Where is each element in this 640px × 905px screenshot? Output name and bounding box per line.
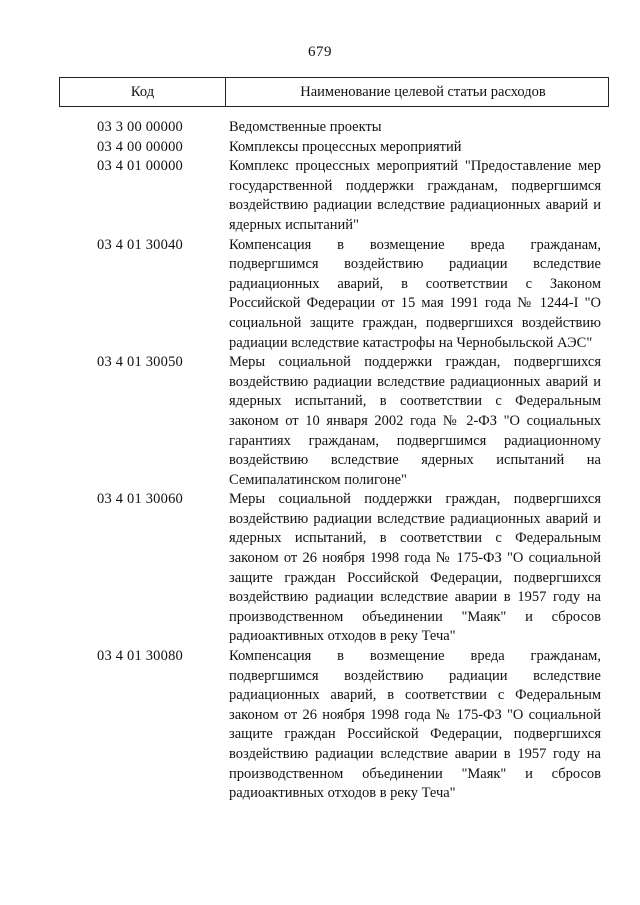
expense-items-list (97, 118, 603, 804)
row-name: Комплекс процессных мероприятий "Предоставление мер государственной поддержки гражданам, подвергшимся воздействию радиации вследствие радиационных аварий и ядерных испытаний" (229, 158, 601, 233)
table-row (97, 138, 603, 158)
row-code: 03 4 01 30050 (97, 354, 183, 371)
row-code: 03 4 01 30040 (97, 236, 183, 253)
row-name: Комплексы процессных мероприятий (229, 138, 462, 155)
column-header-code: Код (60, 78, 226, 106)
table-row (97, 118, 603, 138)
table-row (97, 236, 603, 354)
table-row (97, 647, 603, 804)
row-name: Компенсация в возмещение вреда гражданам, подвергшимся воздействию радиации вследствие радиационных аварий, в соответствии с Федеральным законом от 26 ноября 1998 года № 175-ФЗ "О социальной защите граждан Российской Федерации, подвергшихся воздействию радиации вследствие аварии в 1957 году на производственном объединении "Маяк" и сбросов радиоактивных отходов в реку Теча" (229, 648, 601, 802)
table-row (97, 490, 603, 647)
page-number: 679 (308, 44, 332, 60)
row-name: Меры социальной поддержки граждан, подвергшихся воздействию радиации вследствие радиационных аварий и ядерных испытаний, в соответствии с Федеральным законом от 10 января 2002 года № 2-ФЗ "О социальных гарантиях гражданам, подвергшимся радиационному воздействию вследствие ядерных испытаний на Семипалатинском полигоне" (229, 354, 601, 488)
row-code: 03 4 01 30060 (97, 491, 183, 508)
column-header-name: Наименование целевой статьи расходов (300, 83, 546, 100)
row-code: 03 4 01 30080 (97, 648, 183, 665)
table-row (97, 157, 603, 235)
row-name: Ведомственные проекты (229, 119, 382, 135)
table-row (97, 353, 603, 490)
row-name: Меры социальной поддержки граждан, подвергшихся воздействию радиации вследствие радиационных аварий и ядерных испытаний, в соответствии с Федеральным законом от 26 ноября 1998 года № 175-ФЗ "О социальной защите граждан Российской Федерации, подвергшихся воздействию радиации вследствие аварии в 1957 году на производственном объединении "Маяк" и сбросов радиоактивных отходов в реку Теча" (229, 491, 601, 645)
table-header (59, 77, 609, 107)
row-code: 03 3 00 00000 (97, 119, 183, 135)
row-code: 03 4 00 00000 (97, 138, 183, 155)
row-name: Компенсация в возмещение вреда гражданам, подвергшимся воздействию радиации вследствие радиационных аварий, в соответствии с Законом Российской Федерации от 15 мая 1991 года № 1244-I "О социальной защите граждан, подвергшихся воздействию радиации вследствие катастрофы на Чернобыльской АЭС" (229, 236, 601, 351)
row-code: 03 4 01 00000 (97, 158, 183, 175)
